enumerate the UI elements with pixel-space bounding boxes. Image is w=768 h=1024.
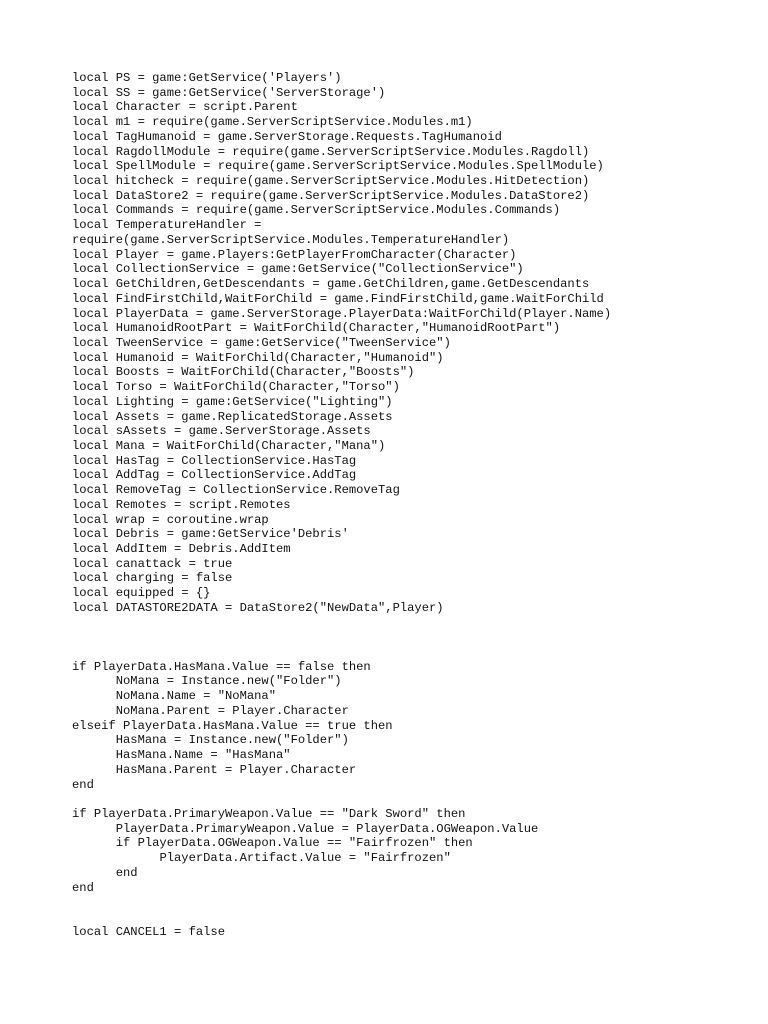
code-line: local Torso = WaitForChild(Character,"Torso") bbox=[72, 380, 400, 395]
code-line: local Commands = require(game.ServerScriptService.Modules.Commands) bbox=[72, 203, 561, 218]
code-line bbox=[72, 616, 752, 631]
code-line: local AddItem = Debris.AddItem bbox=[72, 542, 291, 556]
code-line: local Character = script.Parent bbox=[72, 100, 298, 115]
code-line: local Boosts = WaitForChild(Character,"Boosts") bbox=[72, 365, 415, 380]
code-line: local wrap = coroutine.wrap bbox=[72, 512, 269, 527]
code-line: local RemoveTag = CollectionService.RemoveTag bbox=[72, 483, 400, 498]
code-line: PlayerData.PrimaryWeapon.Value = PlayerData.OGWeapon.Value bbox=[72, 821, 539, 836]
code-line: local HasTag = CollectionService.HasTag bbox=[72, 453, 357, 468]
code-line: HasMana.Name = "HasMana" bbox=[72, 748, 291, 763]
code-listing bbox=[72, 71, 752, 939]
code-line: local PlayerData = game.ServerStorage.PlayerData:WaitForChild(Player.Name) bbox=[72, 306, 612, 321]
code-line: HasMana.Parent = Player.Character bbox=[72, 762, 357, 777]
code-line: local PS = game:GetService('Players') bbox=[72, 71, 342, 85]
code-line: local TweenService = game:GetService("TweenService") bbox=[72, 335, 451, 350]
code-line: NoMana.Parent = Player.Character bbox=[72, 703, 349, 718]
code-line: local equipped = {} bbox=[72, 586, 211, 601]
code-line: if PlayerData.OGWeapon.Value == "Fairfrozen" then bbox=[72, 836, 473, 851]
code-line: local CANCEL1 = false bbox=[72, 924, 225, 939]
code-line: local TagHumanoid = game.ServerStorage.Requests.TagHumanoid bbox=[72, 129, 502, 144]
code-line: local hitcheck = require(game.ServerScriptService.Modules.HitDetection) bbox=[72, 174, 590, 189]
code-line bbox=[72, 630, 752, 645]
code-line: require(game.ServerScriptService.Modules.TemperatureHandler) bbox=[72, 232, 510, 247]
code-line: NoMana.Name = "NoMana" bbox=[72, 689, 277, 704]
code-line: end bbox=[72, 865, 138, 880]
code-line: local charging = false bbox=[72, 571, 233, 586]
code-line: elseif PlayerData.HasMana.Value == true then bbox=[72, 718, 393, 733]
code-line: if PlayerData.PrimaryWeapon.Value == "Dark Sword" then bbox=[72, 806, 466, 821]
code-line bbox=[72, 910, 752, 925]
code-line: local Remotes = script.Remotes bbox=[72, 497, 291, 512]
code-line: local GetChildren,GetDescendants = game.GetChildren,game.GetDescendants bbox=[72, 277, 590, 292]
code-line: PlayerData.Artifact.Value = "Fairfrozen" bbox=[72, 851, 451, 866]
code-line: local sAssets = game.ServerStorage.Assets bbox=[72, 424, 371, 439]
code-line: local Assets = game.ReplicatedStorage.Assets bbox=[72, 409, 393, 424]
code-line: NoMana = Instance.new("Folder") bbox=[72, 674, 342, 689]
code-line: local DataStore2 = require(game.ServerScriptService.Modules.DataStore2) bbox=[72, 188, 590, 203]
code-line: local SpellModule = require(game.ServerScriptService.Modules.SpellModule) bbox=[72, 159, 604, 174]
code-line: local Player = game.Players:GetPlayerFromCharacter(Character) bbox=[72, 247, 517, 262]
code-line: local Lighting = game:GetService("Lighting") bbox=[72, 394, 393, 409]
code-line: if PlayerData.HasMana.Value == false then bbox=[72, 659, 371, 674]
code-line: local CollectionService = game:GetService("CollectionService") bbox=[72, 262, 524, 277]
code-line bbox=[72, 645, 752, 660]
code-line: local Mana = WaitForChild(Character,"Mana") bbox=[72, 438, 386, 453]
code-line: local SS = game:GetService('ServerStorage') bbox=[72, 85, 386, 100]
code-line: local m1 = require(game.ServerScriptService.Modules.m1) bbox=[72, 115, 473, 130]
code-line: local HumanoidRootPart = WaitForChild(Character,"HumanoidRootPart") bbox=[72, 321, 561, 336]
code-line: end bbox=[72, 880, 94, 895]
code-line: local TemperatureHandler = bbox=[72, 218, 262, 233]
code-line bbox=[72, 792, 752, 807]
code-line: end bbox=[72, 777, 94, 792]
code-line: local RagdollModule = require(game.ServerScriptService.Modules.Ragdoll) bbox=[72, 144, 590, 159]
code-line bbox=[72, 895, 752, 910]
code-line: local canattack = true bbox=[72, 556, 233, 571]
code-line: local Humanoid = WaitForChild(Character,"Humanoid") bbox=[72, 350, 444, 365]
code-line: local FindFirstChild,WaitForChild = game.FindFirstChild,game.WaitForChild bbox=[72, 291, 604, 306]
code-line: HasMana = Instance.new("Folder") bbox=[72, 733, 349, 748]
code-line: local AddTag = CollectionService.AddTag bbox=[72, 468, 357, 483]
code-line: local DATASTORE2DATA = DataStore2("NewData",Player) bbox=[72, 600, 444, 615]
code-line: local Debris = game:GetService'Debris' bbox=[72, 527, 349, 542]
